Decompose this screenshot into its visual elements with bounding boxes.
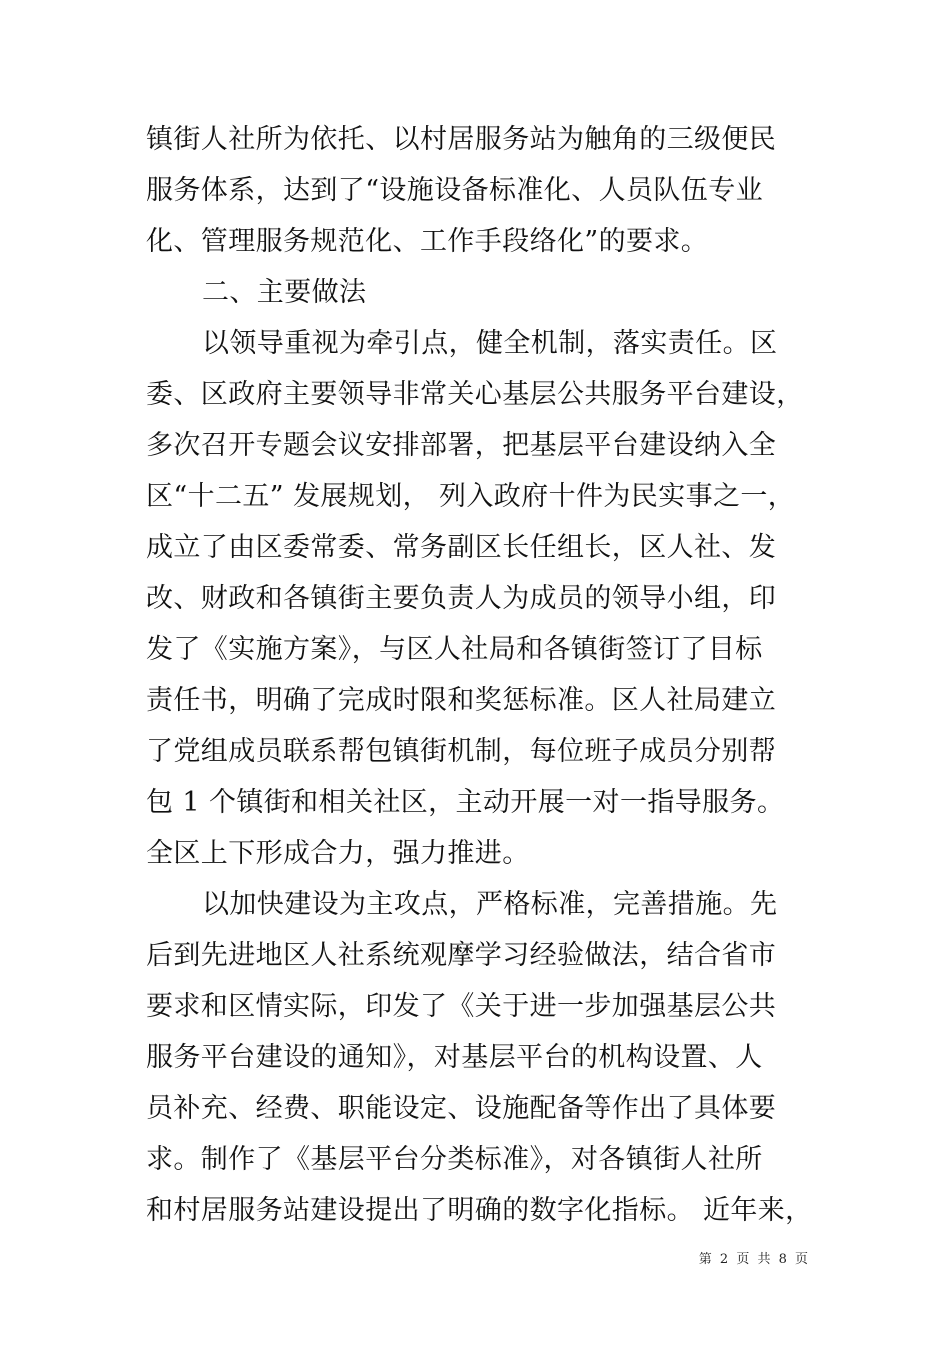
text-line: 委、区政府主要领导非常关心基层公共服务平台建设， (146, 379, 804, 410)
text-line: 多次召开专题会议安排部署，把基层平台建设纳入全 (146, 430, 777, 461)
paragraph-start: 以加快建设为主攻点，严格标准，完善措施。先 (202, 889, 778, 920)
text-line: 区“十二五” 发展规划， 列入政府十件为民实事之一， (146, 481, 796, 512)
text-line: 责任书，明确了完成时限和奖惩标准。区人社局建立 (146, 685, 777, 716)
text-line: 成立了由区委常委、常务副区长任组长，区人社、发 (146, 532, 777, 563)
paragraph-start: 以领导重视为牵引点，健全机制，落实责任。区 (202, 328, 778, 359)
text-line: 化、管理服务规范化、工作手段络化”的要求。 (146, 226, 709, 257)
text-line: 发了《实施方案》，与区人社局和各镇街签订了目标 (146, 634, 763, 665)
text-line: 全区上下形成合力，强力推进。 (146, 838, 530, 869)
section-heading: 二、主要做法 (202, 277, 367, 308)
text-line: 要求和区情实际，印发了《关于进一步加强基层公共 (146, 991, 777, 1022)
body-text (146, 114, 813, 1236)
text-line: 包 1 个镇街和相关社区，主动开展一对一指导服务。 (146, 787, 785, 818)
text-line: 镇街人社所为依托、以村居服务站为触角的三级便民 (146, 124, 777, 155)
text-line: 服务平台建设的通知》，对基层平台的机构设置、人 (146, 1042, 763, 1073)
text-line: 求。制作了《基层平台分类标准》，对各镇街人社所 (146, 1144, 763, 1175)
text-line: 和村居服务站建设提出了明确的数字化指标。 近年来， (146, 1195, 813, 1226)
text-line: 服务体系，达到了“设施设备标准化、人员队伍专业 (146, 175, 764, 206)
page-number: 第 2 页 共 8 页 (698, 1252, 810, 1267)
text-line: 员补充、经费、职能设定、设施配备等作出了具体要 (146, 1093, 777, 1124)
text-line: 了党组成员联系帮包镇街机制，每位班子成员分别帮 (146, 736, 777, 767)
text-line: 改、财政和各镇街主要负责人为成员的领导小组，印 (146, 583, 777, 614)
text-line: 后到先进地区人社系统观摩学习经验做法，结合省市 (146, 940, 777, 971)
